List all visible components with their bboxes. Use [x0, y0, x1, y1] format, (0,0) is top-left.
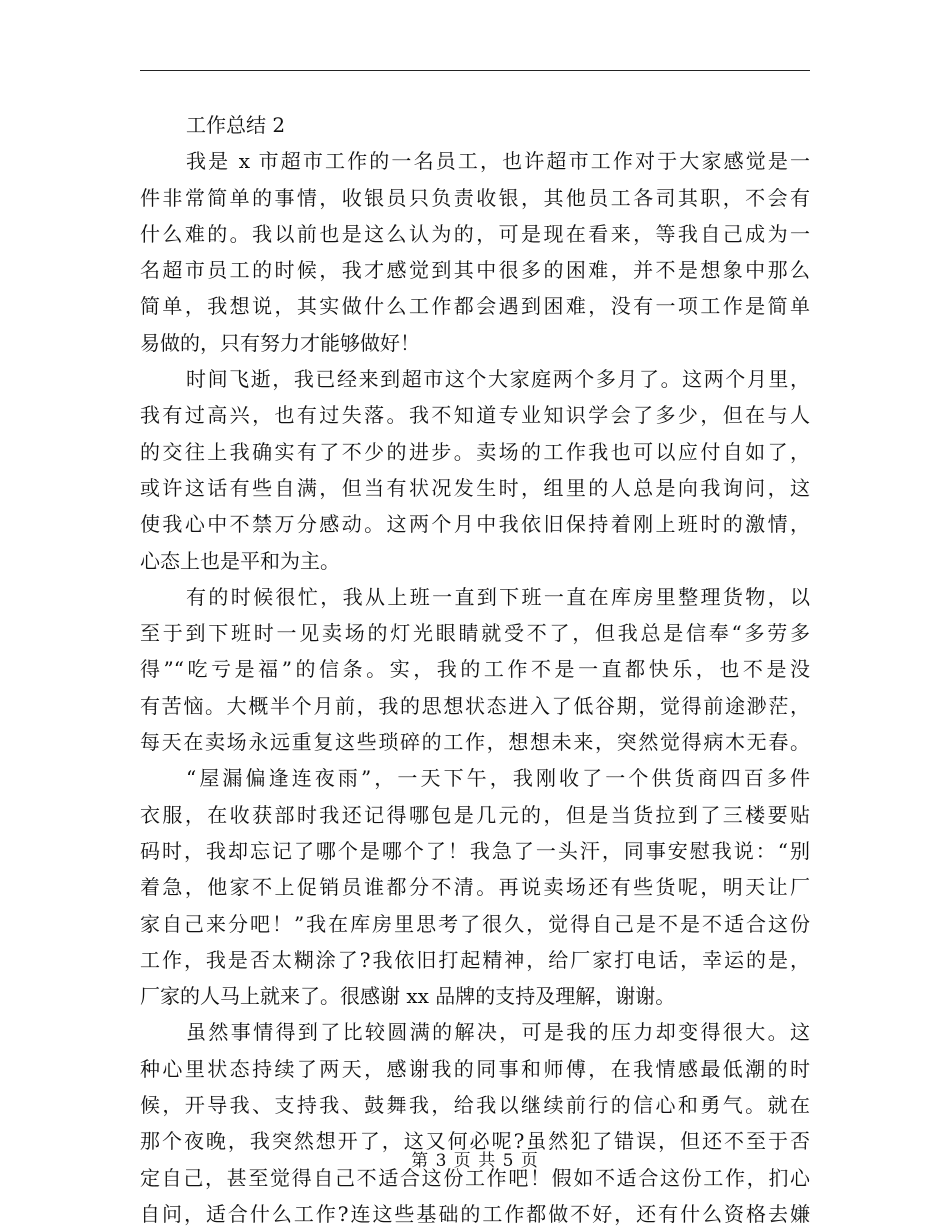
text-line: 至于到下班时一见卖场的灯光眼睛就受不了，但我总是信奉“多劳多 [140, 621, 810, 646]
text-line: 时间飞逝，我已经来到超市这个大家庭两个多月了。这两个月里， [186, 367, 810, 392]
text-line: 易做的，只有努力才能够做好！ [140, 330, 420, 355]
section-title: 工作总结 2 [186, 113, 286, 137]
text-line: 有苦恼。大概半个月前，我的思想状态进入了低谷期，觉得前途渺茫， [140, 693, 810, 718]
text-line: 候，开导我、支持我、鼓舞我，给我以继续前行的信心和勇气。就在 [140, 1093, 810, 1118]
text-line: 定自己，甚至觉得自己不适合这份工作吧！假如不适合这份工作，扪心 [140, 1165, 810, 1190]
text-line: 虽然事情得到了比较圆满的解决，可是我的压力却变得很大。这 [186, 1020, 810, 1045]
text-line: 家自己来分吧！”我在库房里思考了很久，觉得自己是不是不适合这份 [140, 911, 810, 936]
text-line: 每天在卖场永远重复这些琐碎的工作，想想未来，突然觉得病木无春。 [140, 730, 810, 755]
text-line: 厂家的人马上就来了。很感谢 xx 品牌的支持及理解，谢谢。 [140, 984, 676, 1009]
text-line: 什么难的。我以前也是这么认为的，可是现在看来，等我自己成为一 [140, 221, 810, 246]
header-rule [140, 70, 810, 71]
text-line: 种心里状态持续了两天，感谢我的同事和师傅，在我情感最低潮的时 [140, 1056, 810, 1081]
text-line: 有的时候很忙，我从上班一直到下班一直在库房里整理货物，以 [186, 584, 810, 609]
text-line: 我是 x 市超市工作的一名员工，也许超市工作对于大家感觉是一 [186, 149, 810, 174]
text-line: 简单，我想说，其实做什么工作都会遇到困难，没有一项工作是简单 [140, 294, 810, 319]
page-number: 第 3 页 共 5 页 [411, 1151, 539, 1171]
text-line: 自问，适合什么工作?连这些基础的工作都做不好，还有什么资格去嫌 [140, 1201, 810, 1226]
text-line: 码时，我却忘记了哪个是哪个了！我急了一头汗，同事安慰我说：“别 [140, 838, 810, 863]
text-line: 件非常简单的事情，收银员只负责收银，其他员工各司其职，不会有 [140, 185, 810, 210]
text-line: 衣服，在收获部时我还记得哪包是几元的，但是当货拉到了三楼要贴 [140, 802, 810, 827]
text-line: 心态上也是平和为主。 [140, 548, 340, 573]
text-line: 使我心中不禁万分感动。这两个月中我依旧保持着刚上班时的激情， [140, 512, 810, 537]
text-line: 名超市员工的时候，我才感觉到其中很多的困难，并不是想象中那么 [140, 258, 810, 283]
text-line: 的交往上我确实有了不少的进步。卖场的工作我也可以应付自如了， [140, 439, 810, 464]
text-line: 着急，他家不上促销员谁都分不清。再说卖场还有些货呢，明天让厂 [140, 875, 810, 900]
text-line: 工作，我是否太糊涂了?我依旧打起精神，给厂家打电话，幸运的是， [140, 947, 810, 972]
document-body [140, 107, 810, 1232]
text-line: 那个夜晚，我突然想开了，这又何必呢?虽然犯了错误，但还不至于否 [140, 1129, 810, 1154]
text-line: 得”“吃亏是福”的信条。实，我的工作不是一直都快乐，也不是没 [140, 657, 810, 682]
text-line: “屋漏偏逢连夜雨”，一天下午，我刚收了一个供货商四百多件 [186, 766, 810, 791]
text-line: 我有过高兴，也有过失落。我不知道专业知识学会了多少，但在与人 [140, 403, 810, 428]
text-line: 或许这话有些自满，但当有状况发生时，组里的人总是向我询问，这 [140, 475, 810, 500]
